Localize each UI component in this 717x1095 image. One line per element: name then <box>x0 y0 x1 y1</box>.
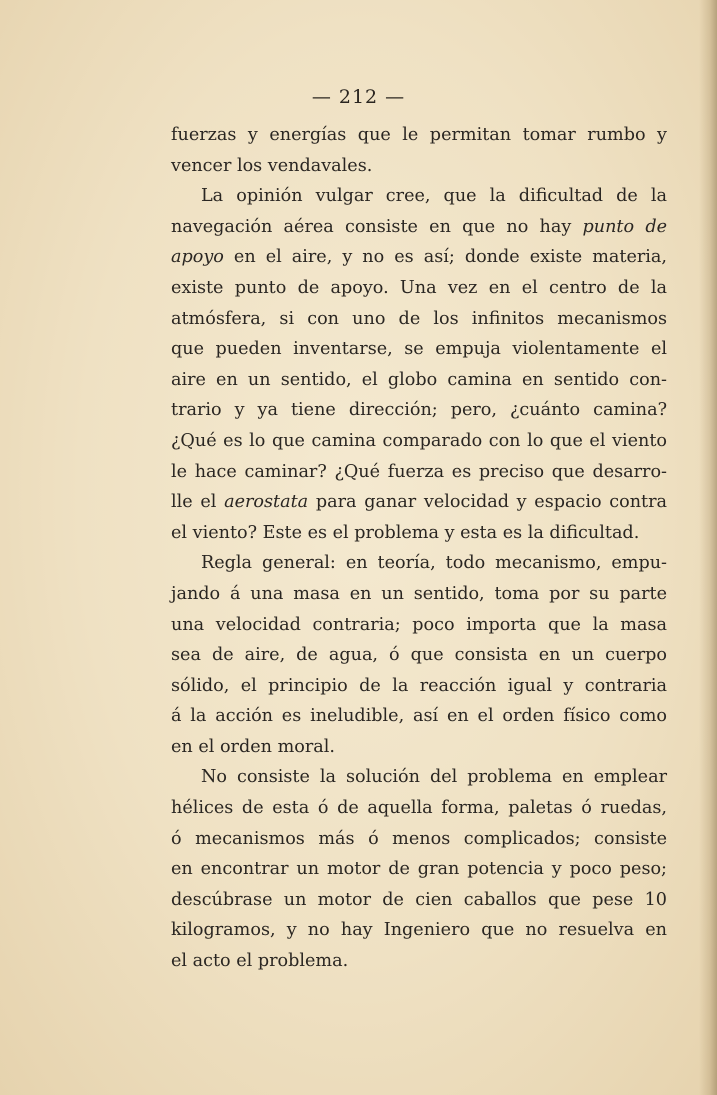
body-text <box>171 120 667 977</box>
text-line <box>171 212 667 243</box>
text-line: kilogramos, y no hay Ingeniero que no resuelva en <box>171 920 667 941</box>
text-line: La opinión vulgar cree, que la dificultad de la <box>201 186 667 207</box>
text-line: descúbrase un motor de cien caballos que pese 10 <box>171 889 667 910</box>
italic-term: aerostata <box>224 492 309 513</box>
text-line: ¿Qué es lo que camina comparado con lo que el viento <box>171 430 667 451</box>
text-line: aire en un sentido, el globo camina en sentido con- <box>171 369 667 390</box>
text-span: en el aire, y no es así; donde existe materia, <box>223 247 667 268</box>
text-line: ó mecanismos más ó menos complicados; consiste <box>171 828 667 849</box>
text-line: No consiste la solución del problema en emplear <box>201 767 667 788</box>
italic-term: punto de <box>582 216 667 237</box>
text-span: para ganar velocidad y espacio contra <box>308 492 667 513</box>
text-line: Regla general: en teoría, todo mecanismo, empu- <box>201 553 667 574</box>
page-edge-shadow <box>699 0 717 1095</box>
text-line: en encontrar un motor de gran potencia y poco peso; <box>171 859 667 880</box>
text-line <box>171 242 667 273</box>
text-line: sea de aire, de agua, ó que consista en un cuerpo <box>171 645 667 666</box>
text-line: sólido, el principio de la reacción igual y contraria <box>171 675 667 696</box>
text-span: lle el <box>171 492 225 513</box>
text-line: existe punto de apoyo. Una vez en el centro de la <box>171 277 667 298</box>
text-line: le hace caminar? ¿Qué fuerza es preciso que desarro- <box>171 461 667 482</box>
text-line: trario y ya tiene dirección; pero, ¿cuánto camina? <box>171 400 667 421</box>
text-line: jando á una masa en un sentido, toma por su parte <box>171 583 667 604</box>
text-line: una velocidad contraria; poco importa que la masa <box>171 614 667 635</box>
text-line <box>171 487 667 518</box>
text-line: en el orden moral. <box>171 736 335 757</box>
text-line: el acto el problema. <box>171 951 349 972</box>
text-line: vencer los vendavales. <box>171 155 373 176</box>
text-line: á la acción es ineludible, así en el orden físico como <box>171 706 667 727</box>
text-line: fuerzas y energías que le permitan tomar rumbo y <box>171 125 667 145</box>
text-span: navegación aérea consiste en que no hay <box>171 216 583 237</box>
text-line: atmósfera, si con uno de los infinitos mecanismos <box>171 308 667 329</box>
page-number: — 212 — <box>311 86 406 108</box>
italic-term: apoyo <box>171 247 224 268</box>
text-line: el viento? Este es el problema y esta es la dificultad. <box>171 522 640 543</box>
text-line: que pueden inventarse, se empuja violentamente el <box>171 339 667 360</box>
text-line: hélices de esta ó de aquella forma, paletas ó ruedas, <box>171 798 667 819</box>
